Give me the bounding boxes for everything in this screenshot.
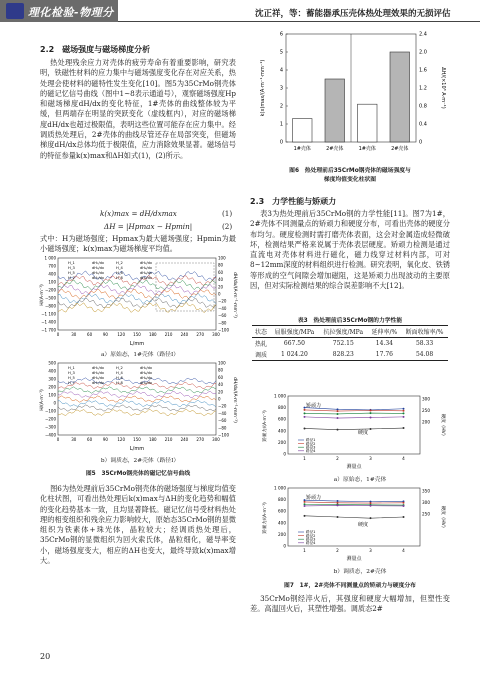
y-tick-label: 800 <box>278 405 286 411</box>
data-point <box>370 428 372 430</box>
legend-entry: dH₆/dx <box>140 376 153 380</box>
signal-line <box>58 396 216 403</box>
journal-logo <box>0 0 118 35</box>
figure7-chart-b <box>258 484 448 564</box>
legend-entry: H_7 <box>68 381 75 385</box>
fig7b-legend <box>298 529 316 545</box>
fig5b-ylabel-left: H/(A·m⁻¹) <box>40 389 45 411</box>
y-tick-label: 200 <box>278 439 286 445</box>
figure7-chart-a <box>258 392 448 472</box>
x-tick-label: 240 <box>180 332 189 337</box>
y-tick-label-right: 80 <box>218 262 224 268</box>
table-cell: 1 024.20 <box>281 351 308 358</box>
fig7a-ylabel-right: 硬度（HV） <box>440 413 445 439</box>
legend-entry: H_4 <box>116 371 123 375</box>
y-tick-label-right: 40 <box>218 277 224 283</box>
legend-entry: H_1 <box>68 366 75 370</box>
y-tick-label-right: 80 <box>218 367 224 373</box>
legend-entry: 路径1 <box>306 438 316 443</box>
x-tick-label: 30 <box>71 332 77 337</box>
fig5b-x-ticks <box>57 437 221 442</box>
fig7b-y-ticks-left <box>274 486 286 549</box>
series-line <box>305 516 404 518</box>
x-tick-label: 120 <box>117 332 126 337</box>
data-point <box>370 517 372 519</box>
table3-header: 延伸率/% <box>371 329 398 336</box>
fig7b-x-ticks <box>303 548 405 553</box>
x-tick-label: 150 <box>133 437 141 442</box>
equation-2: ΔH = |Hpmax − Hpmin| <box>104 222 193 231</box>
fig7b-subcaption: b）调质态，2#壳体 <box>333 569 387 575</box>
x-tick-label: 4 <box>402 548 405 553</box>
x-tick-label: 150 <box>133 332 141 337</box>
data-point <box>337 410 339 412</box>
fig7a-y-ticks-left <box>274 394 286 457</box>
figure6-caption <box>250 165 450 183</box>
series-line <box>305 417 404 418</box>
fig5a-series-group <box>58 271 216 313</box>
fig5b-xlabel: L/mm <box>129 446 145 452</box>
para-magnetic-analysis: 热处理残余应力对壳体的疲劳寿命有着重要影响，研究表明，铁磁性材料的应力集中与磁场强度变化存在对应关系，热处理会使材料的磁特性发生变化[10]。图5为35CrMo钢壳体的磁记忆信号曲线（图中1~8表示通道号），观察磁场强度Hp和磁场梯度dH/dx的变化特征，1#壳体的曲线整体较为平缓，但两端存在明显的突跃变化（虚线框内），对应的磁场梯度dH/dx也超过极限值，表明这些位置可能存在应力集中。经调质热处理后，2#壳体的曲线尽管还存在局部突变，但磁场梯度dH/dx总体均低于极限值，应力消除效果显著。磁场信号的特征参量k(x)max和ΔH如式(1)，(2)所示。 <box>40 58 236 160</box>
y-tick-label: 700 <box>48 263 56 269</box>
y-tick-label-right: 0 <box>218 396 221 402</box>
legend-entry: dH₅/dx <box>92 271 105 275</box>
legend-entry: H_1 <box>68 261 75 265</box>
data-point <box>304 515 306 517</box>
legend-entry: dH₇/dx <box>92 381 105 385</box>
data-point <box>403 516 405 518</box>
data-point <box>304 412 306 414</box>
fig7b-y-ticks-right <box>422 488 430 516</box>
table3-header: 状态 <box>254 329 267 336</box>
x-tick-label: 1 <box>303 548 306 553</box>
data-point <box>337 417 339 419</box>
y-tick-label: 200 <box>278 531 286 537</box>
y-tick-label: 0 <box>279 139 283 146</box>
y-tick-label-right: −20 <box>218 403 227 409</box>
para-closing: 35CrMo钢经淬火后，其强度和硬度大幅增加，但塑性变差。高温回火后，其塑性增强。调质态2# <box>250 594 450 614</box>
y-tick-label: 400 <box>48 368 56 374</box>
y-tick-label: 0 <box>53 400 56 406</box>
table3-caption: 表3 热处理前后35CrMo钢的力学性能 <box>297 318 403 324</box>
x-tick-label: 3 <box>369 456 372 461</box>
y-tick-label-right: 60 <box>218 374 224 380</box>
fig5a-subcaption: a）原始态，1#壳体（路径Ⅰ） <box>100 352 180 358</box>
signal-line <box>58 271 216 281</box>
legend-entry: dH₈/dx <box>140 381 153 385</box>
y-tick-label: 1 <box>279 121 283 128</box>
table-cell: 14.34 <box>375 340 393 347</box>
data-point <box>403 502 405 504</box>
x-tick-label: 270 <box>196 332 205 337</box>
y-tick-label: 1 000 <box>274 485 286 491</box>
section-2-2-heading: 2.2 磁场强度与磁场梯度分析 <box>40 45 151 54</box>
data-point <box>403 408 405 410</box>
y-tick-label-right: 300 <box>422 500 430 505</box>
table-cell: 调质 <box>254 352 267 359</box>
closing-paragraph <box>250 594 450 616</box>
y-tick-label: 400 <box>278 520 286 526</box>
legend-entry: H_6 <box>116 271 123 275</box>
legend-entry: 路径2 <box>306 533 316 538</box>
running-title: 沈正祥，等：蓄能器承压壳体热处理效果的无损评估 <box>255 9 451 19</box>
fig7a-hardness-label: 硬度 <box>358 430 369 436</box>
legend-entry: dH₂/dx <box>140 261 153 265</box>
y-tick-label: −1 400 <box>41 319 56 325</box>
y-tick-label-right: 0.8 <box>419 103 427 110</box>
figure5-chart-b <box>38 360 238 452</box>
y-tick-label: 200 <box>48 384 56 390</box>
y-tick-label-right: 0 <box>419 139 423 146</box>
signal-line <box>58 298 216 308</box>
data-point <box>370 412 372 414</box>
legend-entry: 路径4 <box>306 449 316 453</box>
legend-entry: H_3 <box>68 371 75 375</box>
fig7b-ylabel-left: 矫顽力/(A·m⁻¹) <box>263 502 268 534</box>
fig7a-legend <box>298 437 316 453</box>
legend-entry: 路径1 <box>306 530 316 535</box>
bar <box>390 52 410 142</box>
para-fig6-discussion: 图6为热处理前后35CrMo钢壳体的磁场强度与梯度均值变化柱状图，可看出热处理后k(x)max与ΔH的变化趋势和幅值的变化趋势基本一致，且均显著降低。磁记忆信号受材料热处理的相变组织和残余应力影响较大，原始态35CrMo钢的显微组织为铁素体+珠光体，晶粒较大；经调质热处理后，35CrMo钢的显微组织为回火索氏体，晶粒细化，磁导率变小，磁场强度变大，相应的ΔH也变大，最终导致k(x)max增大。 <box>40 484 236 566</box>
x-tick-label: 300 <box>212 437 220 442</box>
x-tick-label: 180 <box>148 437 157 442</box>
y-tick-label: 2 <box>279 103 283 110</box>
fig5b-y-ticks-right <box>218 361 229 438</box>
fig6-x-ticks <box>294 145 409 152</box>
series-line <box>305 502 404 503</box>
fig6-ylabel-right: ΔH/(×10³ A·m⁻¹) <box>440 67 446 109</box>
data-point <box>337 408 339 410</box>
y-tick-label: −200 <box>45 416 56 422</box>
y-tick-label: 600 <box>278 508 286 514</box>
y-tick-label-right: 2.0 <box>419 49 427 56</box>
data-point <box>403 505 405 507</box>
data-point <box>337 429 339 431</box>
data-point <box>403 416 405 418</box>
y-tick-label: 1 000 <box>44 255 56 261</box>
x-tick-label: 60 <box>87 332 93 337</box>
fig7a-xlabel: 测量点 <box>346 464 362 470</box>
table-cell: 58.33 <box>415 340 434 347</box>
y-tick-label-right: −40 <box>218 410 227 416</box>
table3-header: 抗拉强度/MPa <box>323 329 364 336</box>
y-tick-label-right: 350 <box>422 488 430 494</box>
table3-header: 屈服强度/MPa <box>274 329 315 336</box>
figure6-caption-line1: 图6 热处理前后35CrMo钢壳体的磁场强度与 <box>289 168 411 174</box>
bar <box>325 79 345 142</box>
signal-line <box>58 280 216 290</box>
fig7b-series-group <box>304 499 405 519</box>
y-tick-label-right: 250 <box>422 408 430 413</box>
data-point <box>337 502 339 504</box>
data-point <box>304 409 306 411</box>
legend-entry: H_3 <box>68 266 75 270</box>
fig7b-xlabel: 测量点 <box>346 556 362 562</box>
figure6-caption-line2: 梯度均值变化柱状图 <box>323 177 377 183</box>
y-tick-label-right: 20 <box>218 389 224 395</box>
x-tick-label: 300 <box>212 332 220 337</box>
table-cell: 54.08 <box>415 351 434 358</box>
x-tick-label: 240 <box>180 437 189 442</box>
data-point <box>304 416 306 418</box>
y-tick-label: 100 <box>48 279 56 285</box>
legend-entry: H_5 <box>68 376 75 380</box>
x-tick-label: 0 <box>56 332 60 337</box>
y-tick-label-right: 20 <box>218 284 224 290</box>
fig5a-ylabel-right: dH/dx/(A·m⁻¹·mm⁻¹) <box>232 272 237 318</box>
x-tick-label: 90 <box>102 437 108 442</box>
y-tick-label: −1 700 <box>41 327 56 333</box>
x-tick-label: 2#壳体 <box>391 146 409 152</box>
para-mechanical: 表3为热处理前后35CrMo钢的力学性能[11]。图7为1#，2#壳体不同测量点的矫顽力和硬度分布，可看出壳体的硬度分布均匀。硬度检测时需打磨壳体表面，这会对金属造成轻微破坏，检测结果严格来说属于壳体表层硬度。矫顽力检测是通过直流电对壳体材料进行磁化，磁力线穿过材料内部，可对8~12mm深度的材料组织进行检测。研究表明，氧化皮、铁锈等形成的空气间隙会增加磁阻，这是矫顽力出现波动的主要原因，但对实际检测结果的综合误差影响不大[12]。 <box>250 209 450 291</box>
y-tick-label: 3 <box>279 85 283 92</box>
equation-1-number: (1) <box>222 209 233 218</box>
data-point <box>304 427 306 429</box>
fig5a-xlabel: L/mm <box>129 341 145 347</box>
legend-entry: H_2 <box>116 261 123 265</box>
legend-entry: 路径2 <box>306 441 316 446</box>
legend-entry: dH₁/dx <box>92 366 105 370</box>
data-point <box>403 427 405 429</box>
data-point <box>337 504 339 506</box>
bar <box>358 104 378 142</box>
y-tick-label-right: −60 <box>218 313 227 319</box>
table-cell: 828.23 <box>332 351 354 358</box>
legend-entry: H_7 <box>68 276 75 280</box>
data-point <box>370 410 372 412</box>
y-tick-label: 5 <box>279 49 283 56</box>
y-tick-label: 6 <box>279 31 283 38</box>
data-point <box>403 412 405 414</box>
x-tick-label: 0 <box>56 437 60 442</box>
x-tick-label: 1#壳体 <box>293 146 311 152</box>
fig7a-series-group <box>304 407 405 431</box>
legend-entry: H_2 <box>116 366 123 370</box>
data-point <box>403 410 405 412</box>
journal-logo-text: 理化检验-物理分册 <box>28 6 114 35</box>
y-tick-label-right: −20 <box>218 298 227 304</box>
data-point <box>337 413 339 415</box>
legend-entry: dH₃/dx <box>92 266 105 270</box>
x-tick-label: 3 <box>369 548 372 553</box>
y-tick-label-right: 60 <box>218 269 224 275</box>
section-2-3-heading: 2.3 力学性能与矫顽力 <box>250 197 337 206</box>
fig5b-subcaption: b）调质态，2#壳体（路径Ⅰ） <box>100 458 180 464</box>
series-line <box>305 428 404 430</box>
data-point <box>370 505 372 507</box>
y-tick-label: 400 <box>278 428 286 434</box>
legend-entry: dH₂/dx <box>140 366 153 370</box>
series-line <box>305 413 404 414</box>
signal-line <box>58 391 216 398</box>
fig7a-ylabel-left: 矫顽力/(A·m⁻¹) <box>263 410 268 442</box>
fig7a-subcaption: a）原始态，1#壳体 <box>333 477 387 483</box>
x-tick-label: 2 <box>336 548 339 553</box>
table-cell: 热轧 <box>254 341 267 348</box>
y-tick-label: 600 <box>278 416 286 422</box>
legend-entry: dH₅/dx <box>92 376 105 380</box>
y-tick-label: 400 <box>48 271 56 277</box>
legend-entry: dH₇/dx <box>92 276 105 280</box>
equation-1: k(x)max = dH/dxmax <box>100 209 177 218</box>
fig5a-y-ticks-right <box>218 256 229 333</box>
data-point <box>337 516 339 518</box>
section-2-2-para1 <box>40 58 236 208</box>
table3 <box>252 325 448 361</box>
legend-entry: H_8 <box>116 381 123 385</box>
para-symbols: 式中：H为磁场强度；Hpmax为最大磁场强度；Hpmin为最小磁场强度；k(x)max为磁场梯度平均值。 <box>40 234 236 254</box>
legend-entry: dH₄/dx <box>140 371 153 375</box>
y-tick-label-right: 100 <box>218 360 226 366</box>
y-tick-label: −800 <box>45 303 56 309</box>
legend-entry: 路径3 <box>306 537 316 542</box>
legend-entry: dH₁/dx <box>92 261 105 265</box>
y-tick-label-right: −100 <box>218 432 229 438</box>
x-tick-label: 2 <box>336 456 339 461</box>
signal-line <box>58 284 216 294</box>
y-tick-label: 100 <box>48 392 56 398</box>
y-tick-label: −300 <box>45 424 56 430</box>
signal-line <box>58 409 216 416</box>
fig5b-series-group <box>58 378 216 416</box>
equation-2-number: (2) <box>222 222 233 231</box>
y-tick-label: 800 <box>278 497 286 503</box>
x-tick-label: 210 <box>164 332 173 337</box>
fig5b-ylabel-right: dH/dx/(A·m⁻¹·mm⁻¹) <box>232 377 237 423</box>
x-tick-label: 2#壳体 <box>326 146 344 152</box>
y-tick-label-right: 1.6 <box>419 67 427 74</box>
figure7-caption: 图7 1#，2#壳体不同测量点的矫顽力与硬度分布 <box>284 583 416 589</box>
fig7b-hardness-label: 硬度 <box>358 522 369 528</box>
y-tick-label-right: 100 <box>218 255 226 261</box>
legend-entry: H_8 <box>116 276 123 280</box>
y-tick-label-right: 250 <box>422 511 430 517</box>
y-tick-label: −1 100 <box>41 311 56 317</box>
data-point <box>304 503 306 505</box>
y-tick-label-right: 0.4 <box>419 121 427 128</box>
section-2-2-para3 <box>40 484 236 609</box>
y-tick-label: −500 <box>45 295 56 301</box>
x-tick-label: 180 <box>148 332 157 337</box>
fig6-ylabel-left: k(x)max/(A·m⁻¹·mm⁻¹) <box>260 59 266 117</box>
y-tick-label-right: 200 <box>422 419 430 425</box>
section-2-3-para1 <box>250 209 450 313</box>
y-tick-label-right: −80 <box>218 425 227 431</box>
legend-entry: 路径4 <box>306 541 316 545</box>
series-line <box>305 410 404 411</box>
y-tick-label-right: 300 <box>422 396 430 402</box>
x-tick-label: 4 <box>402 456 405 461</box>
table3-header: 断面收缩率/% <box>405 329 444 336</box>
y-tick-label-right: 2.4 <box>419 31 427 38</box>
data-point <box>370 502 372 504</box>
y-tick-label: 1 000 <box>274 393 286 399</box>
fig6-y-ticks-left <box>280 32 288 146</box>
y-tick-label: −400 <box>45 432 56 438</box>
table-row <box>252 349 448 361</box>
y-tick-label-right: 40 <box>218 382 224 388</box>
signal-line <box>58 400 216 407</box>
table-cell: 667.50 <box>283 340 305 347</box>
fig7a-x-ticks <box>303 456 405 461</box>
y-tick-label: −200 <box>45 287 56 293</box>
data-point <box>304 505 306 507</box>
y-tick-label-right: −40 <box>218 305 227 311</box>
x-tick-label: 90 <box>102 332 108 337</box>
legend-entry: H_5 <box>68 271 75 275</box>
legend-entry: dH₈/dx <box>140 276 153 280</box>
series-line <box>305 505 404 506</box>
fig6-y-ticks-right <box>419 32 427 146</box>
legend-entry: H_4 <box>116 266 123 270</box>
series-line <box>305 504 404 505</box>
legend-entry: dH₃/dx <box>92 371 105 375</box>
x-tick-label: 210 <box>164 437 173 442</box>
legend-entry: H_6 <box>116 376 123 380</box>
y-tick-label: 300 <box>48 376 56 382</box>
figure6-chart <box>250 28 450 163</box>
data-point <box>304 501 306 503</box>
x-tick-label: 120 <box>117 437 126 442</box>
y-tick-label: −100 <box>45 408 56 414</box>
fig5b-y-ticks-left <box>45 361 56 438</box>
data-point <box>370 416 372 418</box>
fig7a-y-ticks-right <box>422 396 430 424</box>
x-tick-label: 30 <box>71 437 77 442</box>
legend-entry: dH₄/dx <box>140 266 153 270</box>
legend-entry: 路径3 <box>306 445 316 450</box>
bar <box>293 119 313 142</box>
y-tick-label: 500 <box>48 360 56 366</box>
table-cell: 752.15 <box>332 340 354 347</box>
table-row <box>252 338 448 350</box>
signal-line <box>58 382 216 389</box>
fig5a-legend <box>68 261 153 280</box>
legend-entry: dH₆/dx <box>140 271 153 275</box>
equation-explanation <box>40 234 236 256</box>
x-tick-label: 1#壳体 <box>358 146 376 152</box>
header-rule <box>118 21 480 22</box>
data-point <box>337 500 339 502</box>
fig5a-ylabel-left: H/(A·m⁻¹) <box>40 284 45 306</box>
x-tick-label: 270 <box>196 437 205 442</box>
fig5a-x-ticks <box>57 332 221 337</box>
y-tick-label: 0 <box>283 451 286 457</box>
fig7a-coercive-label: 矫顽力 <box>306 403 322 409</box>
figure5-chart-a <box>38 255 238 347</box>
y-tick-label: 0 <box>283 543 286 549</box>
fig7b-ylabel-right: 硬度（HV） <box>440 505 445 531</box>
y-tick-label-right: −60 <box>218 418 227 424</box>
y-tick-label: 4 <box>279 67 283 74</box>
x-tick-label: 60 <box>87 437 93 442</box>
journal-logo-icon <box>6 3 24 19</box>
x-tick-label: 1 <box>303 456 306 461</box>
fig7b-coercive-label: 矫顽力 <box>306 495 322 501</box>
y-tick-label-right: −80 <box>218 320 227 326</box>
y-tick-label-right: −100 <box>218 327 229 333</box>
page-number: 20 <box>40 652 51 661</box>
table-cell: 17.76 <box>375 351 393 358</box>
y-tick-label-right: 0 <box>218 291 221 297</box>
y-tick-label-right: 1.2 <box>419 85 427 92</box>
figure5-caption: 图5 35CrMo钢壳体的磁记忆信号曲线 <box>85 471 191 477</box>
